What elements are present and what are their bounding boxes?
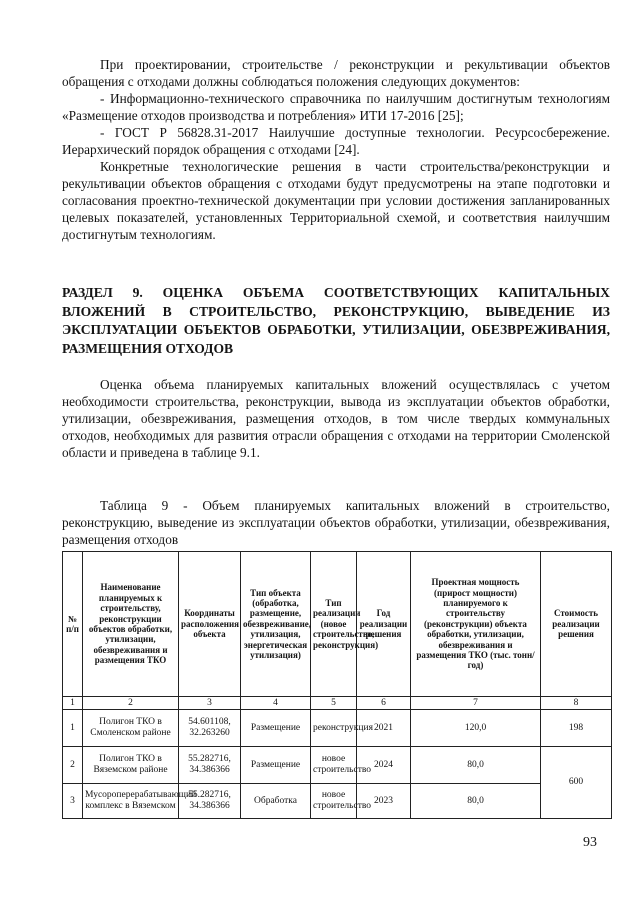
design-capacity: 80,0 xyxy=(411,784,541,819)
page-number: 93 xyxy=(583,835,597,850)
object-name: Мусороперерабатывающий комплекс в Вяземском xyxy=(83,784,179,819)
column-number: 5 xyxy=(311,697,357,710)
implementation-type: новое строительство xyxy=(311,784,357,819)
implementation-cost: 600 xyxy=(541,747,612,819)
header-cell: Тип реализации (новое строительство, реконструкция) xyxy=(311,552,357,697)
implementation-year: 2024 xyxy=(357,747,411,784)
paragraph-assessment: Оценка объема планируемых капитальных вложений осуществлялась с учетом необходимости строительства, реконструкции, вывода из эксплуатации объектов обработки, утилизации, обезвреживания, размещения отходов, в том числе твердых коммунальных отходов, необходимых для развития отрасли обращения с отходами на территории Смоленской области и приведена в таблице 9.1. xyxy=(62,377,610,460)
paragraph-reference-its: - Информационно-технического справочника по наилучшим достигнутым технологиям «Размещение отходов производства и потребления» ИТИ 17-2016 [25]; xyxy=(62,91,610,123)
row-number: 2 xyxy=(63,747,83,784)
header-cell: Год реализации решения xyxy=(357,552,411,697)
header-cell: Наименование планируемых к строительству, реконструкции объектов обработки, утилизации, обезвреживания и размещения ТКО xyxy=(83,552,179,697)
object-type: Размещение xyxy=(241,710,311,747)
table-caption: Таблица 9 - Объем планируемых капитальных вложений в строительство, реконструкцию, выведение из эксплуатации объектов обработки, утилизации, обезвреживания, размещения отходов xyxy=(62,498,610,547)
object-coordinates: 55.282716, 34.386366 xyxy=(179,784,241,819)
column-number: 4 xyxy=(241,697,311,710)
header-cell: Тип объекта (обработка, размещение, обезвреживание, утилизация, энергетическая утилизация) xyxy=(241,552,311,697)
column-number: 8 xyxy=(541,697,612,710)
row-number: 3 xyxy=(63,784,83,819)
paragraph-intro: При проектировании, строительстве / реконструкции и рекультивации объектов обращения с отходами должны соблюдаться положения следующих документов: xyxy=(62,57,610,89)
column-number: 1 xyxy=(63,697,83,710)
design-capacity: 120,0 xyxy=(411,710,541,747)
table-row xyxy=(63,784,612,819)
implementation-cost: 198 xyxy=(541,710,612,747)
row-number: 1 xyxy=(63,710,83,747)
object-name: Полигон ТКО в Вяземском районе xyxy=(83,747,179,784)
column-number: 6 xyxy=(357,697,411,710)
table-row xyxy=(63,747,612,784)
paragraph-reference-gost: - ГОСТ Р 56828.31-2017 Наилучшие доступные технологии. Ресурсосбережение. Иерархический порядок обращения с отходами [24]. xyxy=(62,125,610,157)
object-name: Полигон ТКО в Смоленском районе xyxy=(83,710,179,747)
column-number-row xyxy=(63,697,612,710)
object-coordinates: 55.282716, 34.386366 xyxy=(179,747,241,784)
object-coordinates: 54.601108, 32.263260 xyxy=(179,710,241,747)
design-capacity: 80,0 xyxy=(411,747,541,784)
table-row xyxy=(63,710,612,747)
object-type: Обработка xyxy=(241,784,311,819)
column-number: 3 xyxy=(179,697,241,710)
header-cell: Проектная мощность (прирост мощности) планируемого к строительству (реконструкции) объекта обработки, утилизации, обезвреживания и размещения ТКО (тыс. тонн/год) xyxy=(411,552,541,697)
implementation-type: новое строительство xyxy=(311,747,357,784)
implementation-year: 2021 xyxy=(357,710,411,747)
implementation-year: 2023 xyxy=(357,784,411,819)
implementation-type: реконструкция xyxy=(311,710,357,747)
investment-table xyxy=(62,551,612,819)
section-heading: РАЗДЕЛ 9. ОЦЕНКА ОБЪЕМА СООТВЕТСТВУЮЩИХ КАПИТАЛЬНЫХ ВЛОЖЕНИЙ В СТРОИТЕЛЬСТВО, РЕКОНСТРУКЦИЮ, ВЫВЕДЕНИЕ ИЗ ЭКСПЛУАТАЦИИ ОБЪЕКТОВ ОБРАБОТКИ, УТИЛИЗАЦИИ, ОБЕЗВРЕЖИВАНИЯ, РАЗМЕЩЕНИЯ ОТХОДОВ xyxy=(62,285,610,356)
paragraph-technology-decisions: Конкретные технологические решения в части строительства/реконструкции и рекультивации объектов обращения с отходами будут предусмотрены на этапе подготовки и согласования проектно-технической документации при условии достижения запланированных целевых показателей, установленных Территориальной схемой, и соответствия наилучшим достигнутым технологиям. xyxy=(62,159,610,242)
header-cell: Стоимость реализации решения xyxy=(541,552,612,697)
column-number: 2 xyxy=(83,697,179,710)
column-number: 7 xyxy=(411,697,541,710)
header-cell: № п/п xyxy=(63,552,83,697)
header-cell: Координаты расположения объекта xyxy=(179,552,241,697)
table-header-row xyxy=(63,552,612,697)
object-type: Размещение xyxy=(241,747,311,784)
